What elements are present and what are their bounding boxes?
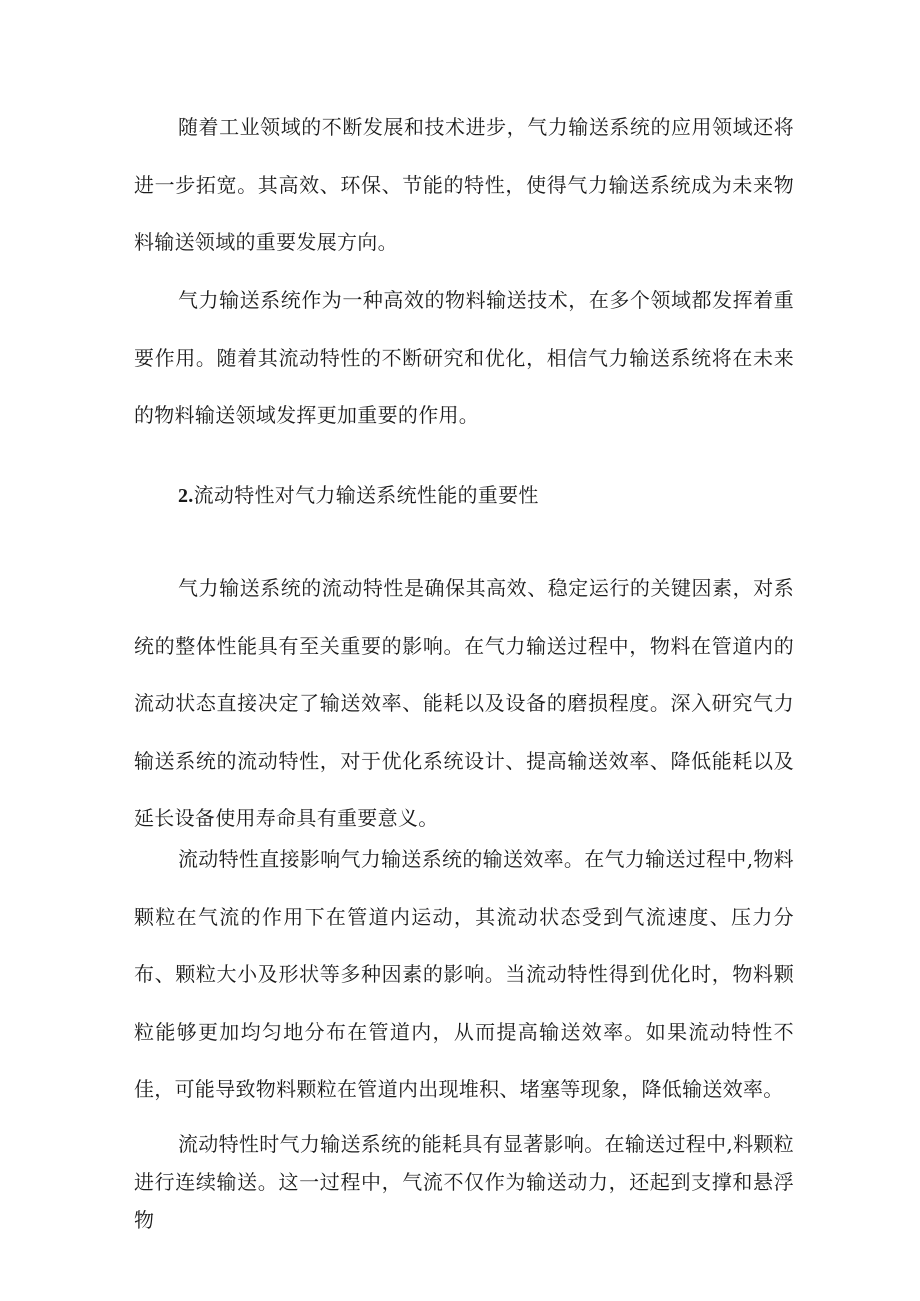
section-number: 2. <box>178 485 194 507</box>
section-heading <box>178 480 539 511</box>
section-paragraph-3: 流动特性时气力输送系统的能耗具有显著影响。在输送过程中,料颗粒进行连续输送。这一过程中，气流不仅作为输送动力，还起到支撑和悬浮物 <box>134 1132 794 1232</box>
paragraph-2: 气力输送系统作为一种高效的物料输送技术，在多个领域都发挥着重要作用。随着其流动特性的不断研究和优化，相信气力输送系统将在未来的物料输送领域发挥更加重要的作用。 <box>134 288 794 427</box>
section-title: 流动特性对气力输送系统性能的重要性 <box>193 483 539 507</box>
paragraph-1: 随着工业领域的不断发展和技术进步，气力输送系统的应用领域还将进一步拓宽。其高效、环保、节能的特性，使得气力输送系统成为未来物料输送领域的重要发展方向。 <box>134 115 794 254</box>
section-paragraph-1: 气力输送系统的流动特性是确保其高效、稳定运行的关键因素，对系统的整体性能具有至关重要的影响。在气力输送过程中，物料在管道内的流动状态直接决定了输送效率、能耗以及设备的磨损程度。深入研究气力输送系统的流动特性，对于优化系统设计、提高输送效率、降低能耗以及延长设备使用寿命具有重要意义。 <box>134 576 794 830</box>
section-paragraph-2: 流动特性直接影响气力输送系统的输送效率。在气力输送过程中,物料颗粒在气流的作用下在管道内运动，其流动状态受到气流速度、压力分布、颗粒大小及形状等多种因素的影响。当流动特性得到优化时，物料颗粒能够更加均匀地分布在管道内，从而提高输送效率。如果流动特性不佳，可能导致物料颗粒在管道内出现堆积、堵塞等现象，降低输送效率。 <box>134 847 794 1101</box>
